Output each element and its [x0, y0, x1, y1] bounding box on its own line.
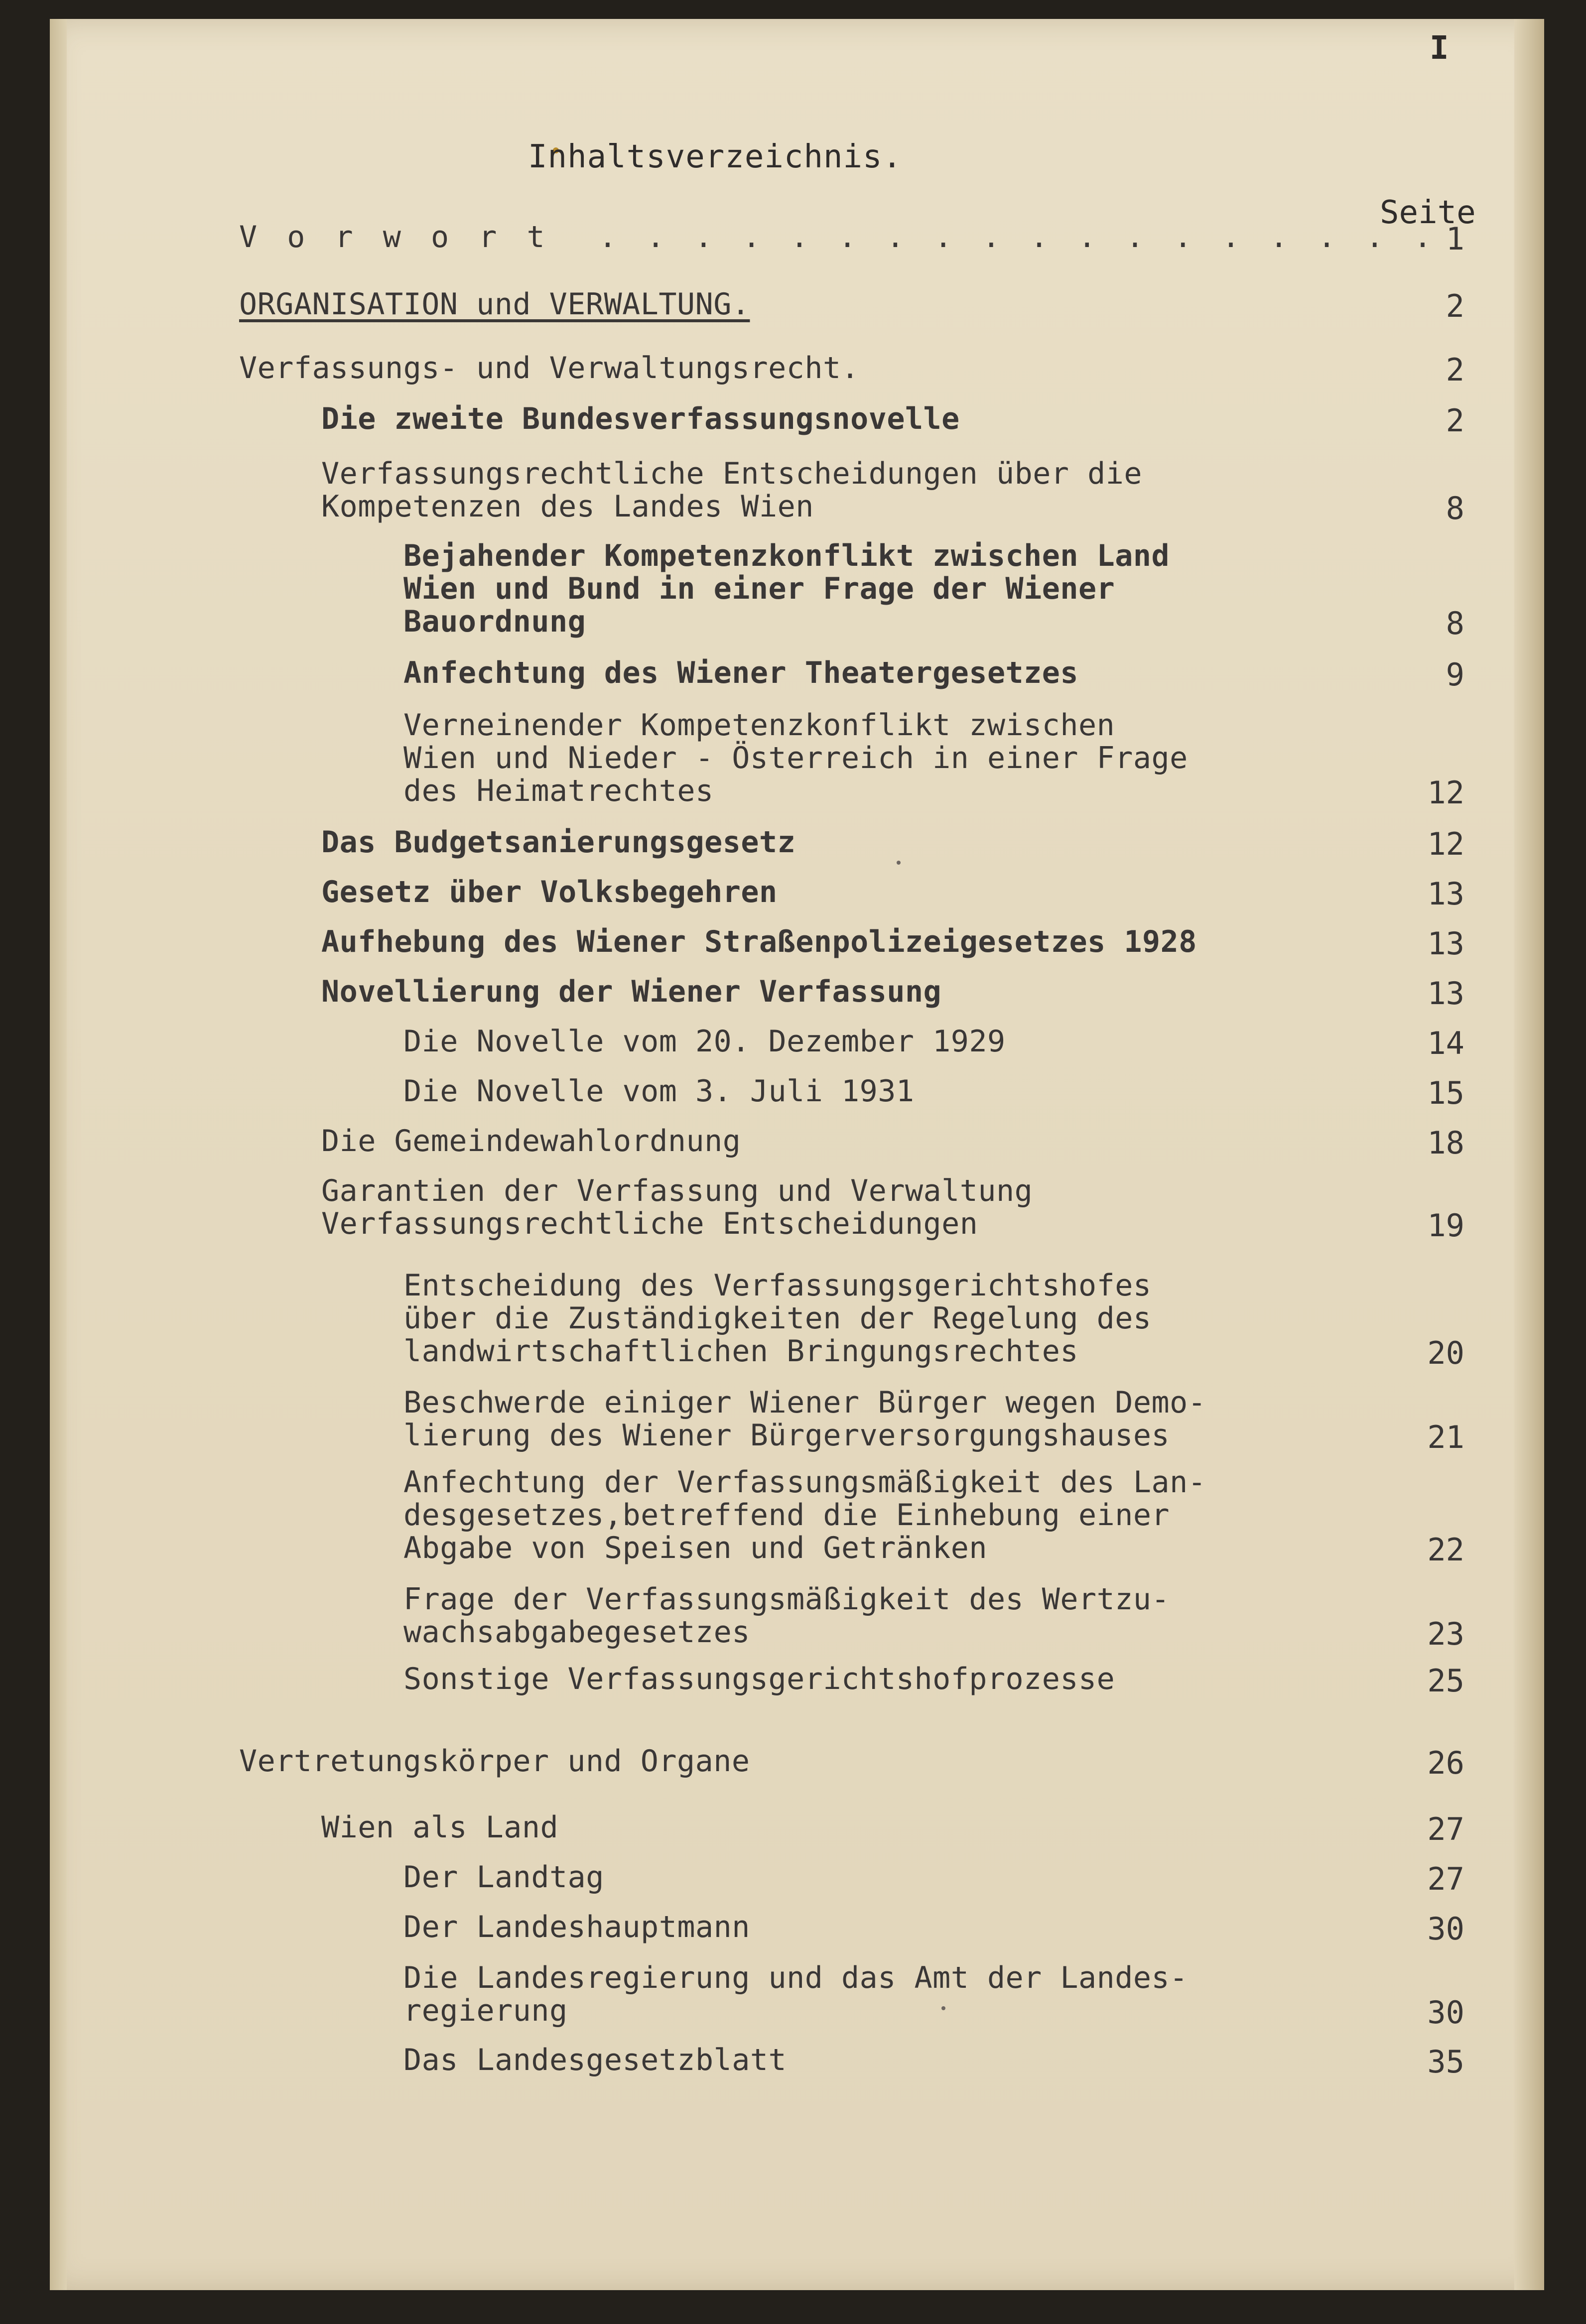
toc-entry-label: Die Novelle vom 3. Juli 1931: [403, 1074, 915, 1109]
toc-entry-label: Beschwerde einiger Wiener Bürger wegen Demo- lierung des Wiener Bürgerversorgungshauses: [403, 1385, 1206, 1453]
page-title: Inhaltsverzeichnis.: [528, 138, 903, 175]
toc-entry-label: Garantien der Verfassung und Verwaltung Verfassungsrechtliche Entscheidungen: [321, 1173, 1033, 1241]
toc-entry-label: Die Novelle vom 20. Dezember 1929: [403, 1024, 1006, 1059]
toc-entry-page: 2: [1446, 288, 1464, 324]
toc-entry-page: 13: [1427, 975, 1464, 1012]
toc-entry-label: Verneinender Kompetenzkonflikt zwischen Wien und Nieder - Österreich in einer Frage des Heimatrechtes: [403, 708, 1188, 808]
toc-entry-page: 12: [1427, 826, 1464, 862]
toc-entry-label: Sonstige Verfassungsgerichtshofprozesse: [403, 1662, 1115, 1696]
page-number: I: [1430, 30, 1449, 67]
toc-entry: [321, 1811, 558, 1844]
toc-entry: [403, 656, 1078, 689]
toc-entry-page: 8: [1446, 605, 1464, 642]
toc-entry-page: 27: [1427, 1861, 1464, 1897]
toc-entry-label: Das Landesgesetzblatt: [403, 2043, 787, 2077]
toc-entry-label: Die Gemeindewahlordnung: [321, 1124, 741, 1159]
toc-entry-page: 35: [1427, 2044, 1464, 2080]
toc-entry: [239, 352, 859, 385]
toc-entry: [403, 539, 1170, 638]
toc-entry: [321, 826, 795, 859]
toc-entry: [403, 1466, 1206, 1564]
toc-entry-label: Der Landtag: [403, 1860, 604, 1895]
page-right-edge: [1514, 19, 1544, 2290]
toc-entry: [403, 1583, 1170, 1649]
toc-entry-label: Gesetz über Volksbegehren: [321, 875, 778, 909]
toc-entry: [403, 1269, 1152, 1368]
toc-entry-label: Anfechtung der Verfassungsmäßigkeit des Lan- desgesetzes,betreffend die Einhebung einer Abgabe von Speisen und Getränken: [403, 1465, 1206, 1565]
toc-entry: [321, 925, 1197, 958]
toc-entry-page: 15: [1427, 1075, 1464, 1111]
toc-entry: [403, 1025, 1006, 1058]
toc-entry-label: Verfassungs- und Verwaltungsrecht.: [239, 351, 860, 386]
toc-entry: [403, 2044, 787, 2076]
toc-entry-page: 27: [1427, 1811, 1464, 1847]
toc-entry-label: Vertretungskörper und Organe: [239, 1744, 750, 1779]
toc-entry-page: 30: [1427, 1911, 1464, 1947]
toc-entry: [321, 876, 778, 908]
toc-entry: [321, 402, 960, 435]
toc-entry: [321, 1174, 1033, 1240]
toc-entry-label: Die Landesregierung und das Amt der Landes- regierung: [403, 1960, 1188, 2028]
toc-entry: [321, 457, 1142, 523]
toc-entry: [239, 221, 1438, 254]
toc-entry-page: 8: [1446, 490, 1464, 526]
toc-entry-page: 1: [1446, 221, 1464, 257]
toc-entry: [321, 975, 941, 1008]
toc-entry-label: Verfassungsrechtliche Entscheidungen über die Kompetenzen des Landes Wien: [321, 456, 1143, 524]
document-page: [50, 19, 1544, 2290]
toc-entry-label: Der Landeshauptmann: [403, 1910, 750, 1944]
toc-entry: [239, 1745, 750, 1778]
toc-entry: [403, 1961, 1188, 2027]
toc-entry-page: 21: [1427, 1419, 1464, 1455]
toc-entry-label: Frage der Verfassungsmäßigkeit des Wertzu- wachsabgabegesetzes: [403, 1582, 1170, 1650]
toc-entry-page: 25: [1427, 1663, 1464, 1699]
toc-entry-label: Anfechtung des Wiener Theatergesetzes: [403, 655, 1079, 690]
page-left-edge: [50, 19, 67, 2290]
toc-entry: [403, 1861, 604, 1894]
toc-entry-label: V o r w o r t . . . . . . . . . . . . . . . . . .: [239, 220, 1438, 255]
toc-entry-page: 13: [1427, 876, 1464, 912]
toc-entry-label: ORGANISATION und VERWALTUNG.: [239, 287, 750, 322]
ink-dot: [897, 861, 901, 865]
toc-entry-page: 12: [1427, 775, 1464, 811]
toc-entry: [403, 1663, 1115, 1695]
toc-entry: [403, 1386, 1206, 1452]
toc-entry-label: Bejahender Kompetenzkonflikt zwischen Land Wien und Bund in einer Frage der Wiener Bauordnung: [403, 538, 1170, 639]
toc-entry-page: 30: [1427, 1994, 1464, 2031]
page-column-header: Seite: [1380, 194, 1476, 231]
toc-entry-page: 18: [1427, 1125, 1464, 1161]
toc-entry-page: 19: [1427, 1207, 1464, 1244]
toc-entry-label: Das Budgetsanierungsgesetz: [321, 825, 796, 860]
toc-section-heading: [239, 288, 750, 321]
toc-entry-page: 2: [1446, 402, 1464, 439]
toc-entry-label: Entscheidung des Verfassungsgerichtshofes über die Zuständigkeiten der Regelung des landwirtschaftlichen Bringungsrechtes: [403, 1268, 1152, 1369]
toc-entry-page: 26: [1427, 1745, 1464, 1781]
ink-dot: [941, 2006, 945, 2010]
toc-entry-label: Novellierung der Wiener Verfassung: [321, 974, 942, 1009]
toc-entry-page: 14: [1427, 1025, 1464, 1061]
toc-entry: [403, 709, 1188, 807]
toc-entry-page: 13: [1427, 925, 1464, 962]
toc-entry-label: Wien als Land: [321, 1810, 559, 1845]
toc-entry: [321, 1125, 741, 1158]
toc-entry: [403, 1911, 750, 1943]
toc-entry: [403, 1075, 914, 1108]
toc-entry-label: Die zweite Bundesverfassungsnovelle: [321, 401, 960, 436]
toc-entry-page: 2: [1446, 352, 1464, 388]
toc-entry-page: 9: [1446, 656, 1464, 693]
toc-entry-label: Aufhebung des Wiener Straßenpolizeigesetzes 1928: [321, 924, 1197, 959]
toc-entry-page: 23: [1427, 1616, 1464, 1652]
toc-entry-page: 22: [1427, 1532, 1464, 1568]
toc-entry-page: 20: [1427, 1335, 1464, 1371]
